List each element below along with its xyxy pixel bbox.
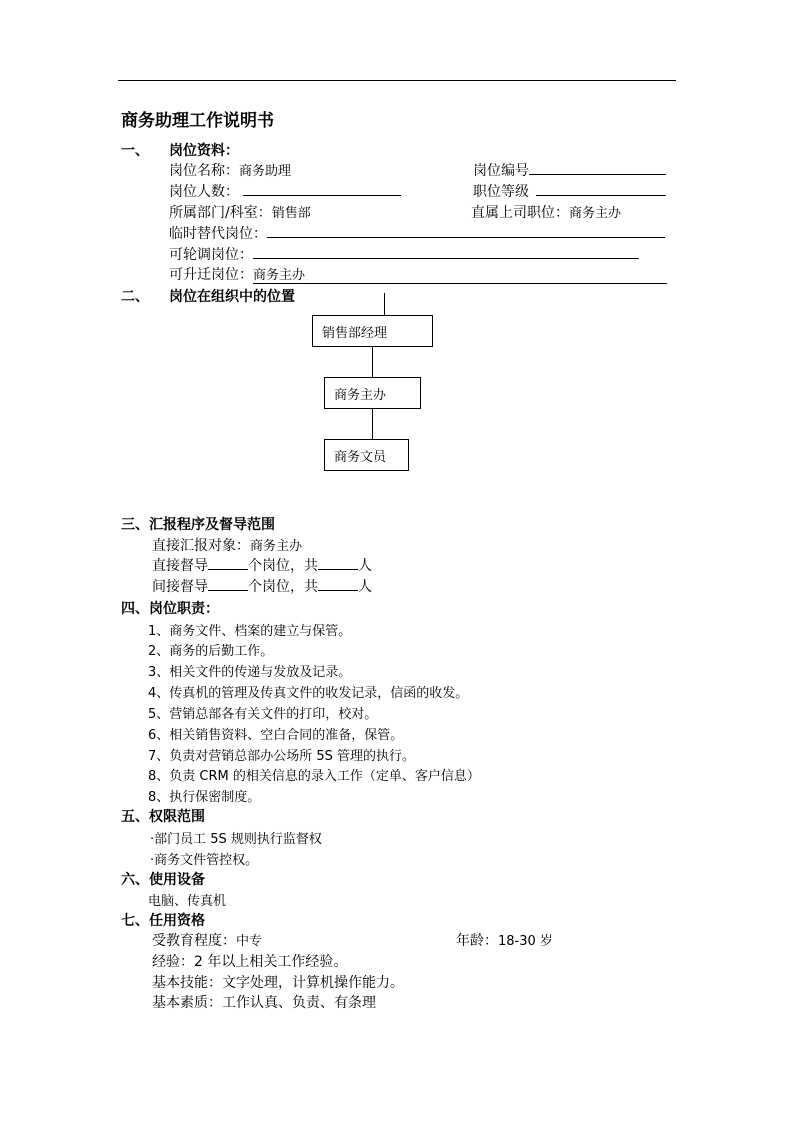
age-row	[456, 930, 553, 950]
experience-requirement: 经验：2 年以上相关工作经验。	[152, 954, 348, 970]
superior-row	[471, 202, 621, 222]
indirect-supervision-row	[152, 576, 372, 596]
authority-item: ·商务文件管控权。	[150, 853, 259, 868]
age-value: 18-30 岁	[498, 934, 553, 949]
indirect-positions-label: 个岗位，共	[248, 579, 318, 595]
indirect-supervision-label: 间接督导	[152, 579, 208, 595]
rotation-blank	[253, 245, 639, 259]
duty-item: 2、商务的后勤工作。	[148, 644, 274, 659]
org-box-label: 销售部经理	[322, 325, 388, 341]
org-box-label: 商务文员	[334, 449, 387, 465]
duty-item: 3、相关文件的传递与发放及记录。	[148, 665, 352, 680]
org-box-label: 商务主办	[334, 387, 387, 403]
duty-item: 8、负责 CRM 的相关信息的录入工作（定单、客户信息）	[148, 769, 480, 784]
rotation-row	[169, 244, 639, 264]
duty-item: 6、相关销售资料、空白合同的准备，保管。	[148, 728, 404, 743]
section-6-title: 六、使用设备	[121, 872, 205, 888]
quality-requirement: 基本素质：工作认真、负责、有条理	[152, 995, 376, 1011]
promotion-label: 可升迁岗位：	[169, 267, 253, 283]
indirect-people-blank	[318, 577, 358, 591]
duty-item: 4、传真机的管理及传真文件的收发记录，信函的收发。	[148, 686, 469, 701]
skills-requirement: 基本技能：文字处理，计算机操作能力。	[152, 975, 404, 991]
headcount-label: 岗位人数：	[169, 184, 239, 200]
direct-supervision-label: 直接督导	[152, 558, 208, 574]
document-title: 商务助理工作说明书	[121, 111, 274, 131]
rotation-label: 可轮调岗位：	[169, 247, 253, 263]
superior-label: 直属上司职位：	[471, 205, 569, 221]
education-label: 受教育程度：	[152, 933, 236, 949]
grade-blank	[536, 182, 666, 196]
org-box-business-clerk	[324, 439, 409, 471]
section-7-title: 七、任用资格	[121, 913, 205, 929]
duty-item: 7、负责对营销总部办公场所 5S 管理的执行。	[148, 749, 416, 764]
header-rule	[118, 80, 676, 81]
substitute-row	[169, 223, 665, 243]
department-value: 销售部	[271, 206, 311, 221]
promotion-value: 商务主办	[253, 264, 667, 284]
direct-people-unit: 人	[358, 558, 372, 574]
org-box-business-supervisor	[324, 377, 421, 409]
section-1-title: 岗位资料：	[169, 143, 239, 159]
department-label: 所属部门/科室：	[169, 205, 272, 221]
headcount-row	[169, 181, 401, 201]
position-code-blank	[529, 161, 666, 175]
org-connector-1	[372, 347, 373, 377]
substitute-label: 临时替代岗位：	[169, 226, 267, 242]
position-code-label: 岗位编号	[473, 163, 529, 179]
education-value: 中专	[236, 934, 263, 949]
section-5-title: 五、权限范围	[121, 809, 205, 825]
section-1-number: 一、	[121, 143, 149, 159]
promotion-row	[169, 264, 667, 284]
position-name-label: 岗位名称：	[169, 163, 239, 179]
department-row	[169, 202, 311, 222]
authority-item: ·部门员工 5S 规则执行监督权	[150, 832, 322, 847]
report-label: 直接汇报对象：	[152, 538, 250, 554]
headcount-blank	[243, 182, 401, 196]
section-2-title: 岗位在组织中的位置	[169, 289, 295, 305]
org-box-sales-manager	[312, 315, 433, 347]
org-connector-top	[384, 293, 385, 315]
education-row	[152, 930, 262, 950]
duty-item: 1、商务文件、档案的建立与保管。	[148, 624, 352, 639]
position-name-row	[169, 160, 291, 180]
direct-people-blank	[318, 556, 358, 570]
position-name-value: 商务助理	[239, 164, 292, 179]
report-row	[152, 535, 302, 555]
duty-item: 5、营销总部各有关文件的打印，校对。	[148, 707, 378, 722]
section-3-title: 三、汇报程序及督导范围	[121, 517, 275, 533]
grade-row	[473, 181, 666, 201]
direct-positions-blank	[208, 556, 248, 570]
indirect-positions-blank	[208, 577, 248, 591]
age-label: 年龄：	[456, 933, 498, 949]
duty-item: 8、执行保密制度。	[148, 790, 261, 805]
grade-label: 职位等级	[473, 184, 529, 200]
position-code-row	[473, 160, 666, 180]
section-4-title: 四、岗位职责：	[121, 601, 219, 617]
equipment-value: 电脑、传真机	[148, 894, 227, 909]
substitute-blank	[267, 224, 665, 238]
direct-supervision-row	[152, 555, 372, 575]
report-value: 商务主办	[250, 539, 303, 554]
indirect-people-unit: 人	[358, 579, 372, 595]
direct-positions-label: 个岗位，共	[248, 558, 318, 574]
section-2-number: 二、	[121, 289, 149, 305]
superior-value: 商务主办	[569, 206, 622, 221]
org-connector-2	[372, 409, 373, 439]
